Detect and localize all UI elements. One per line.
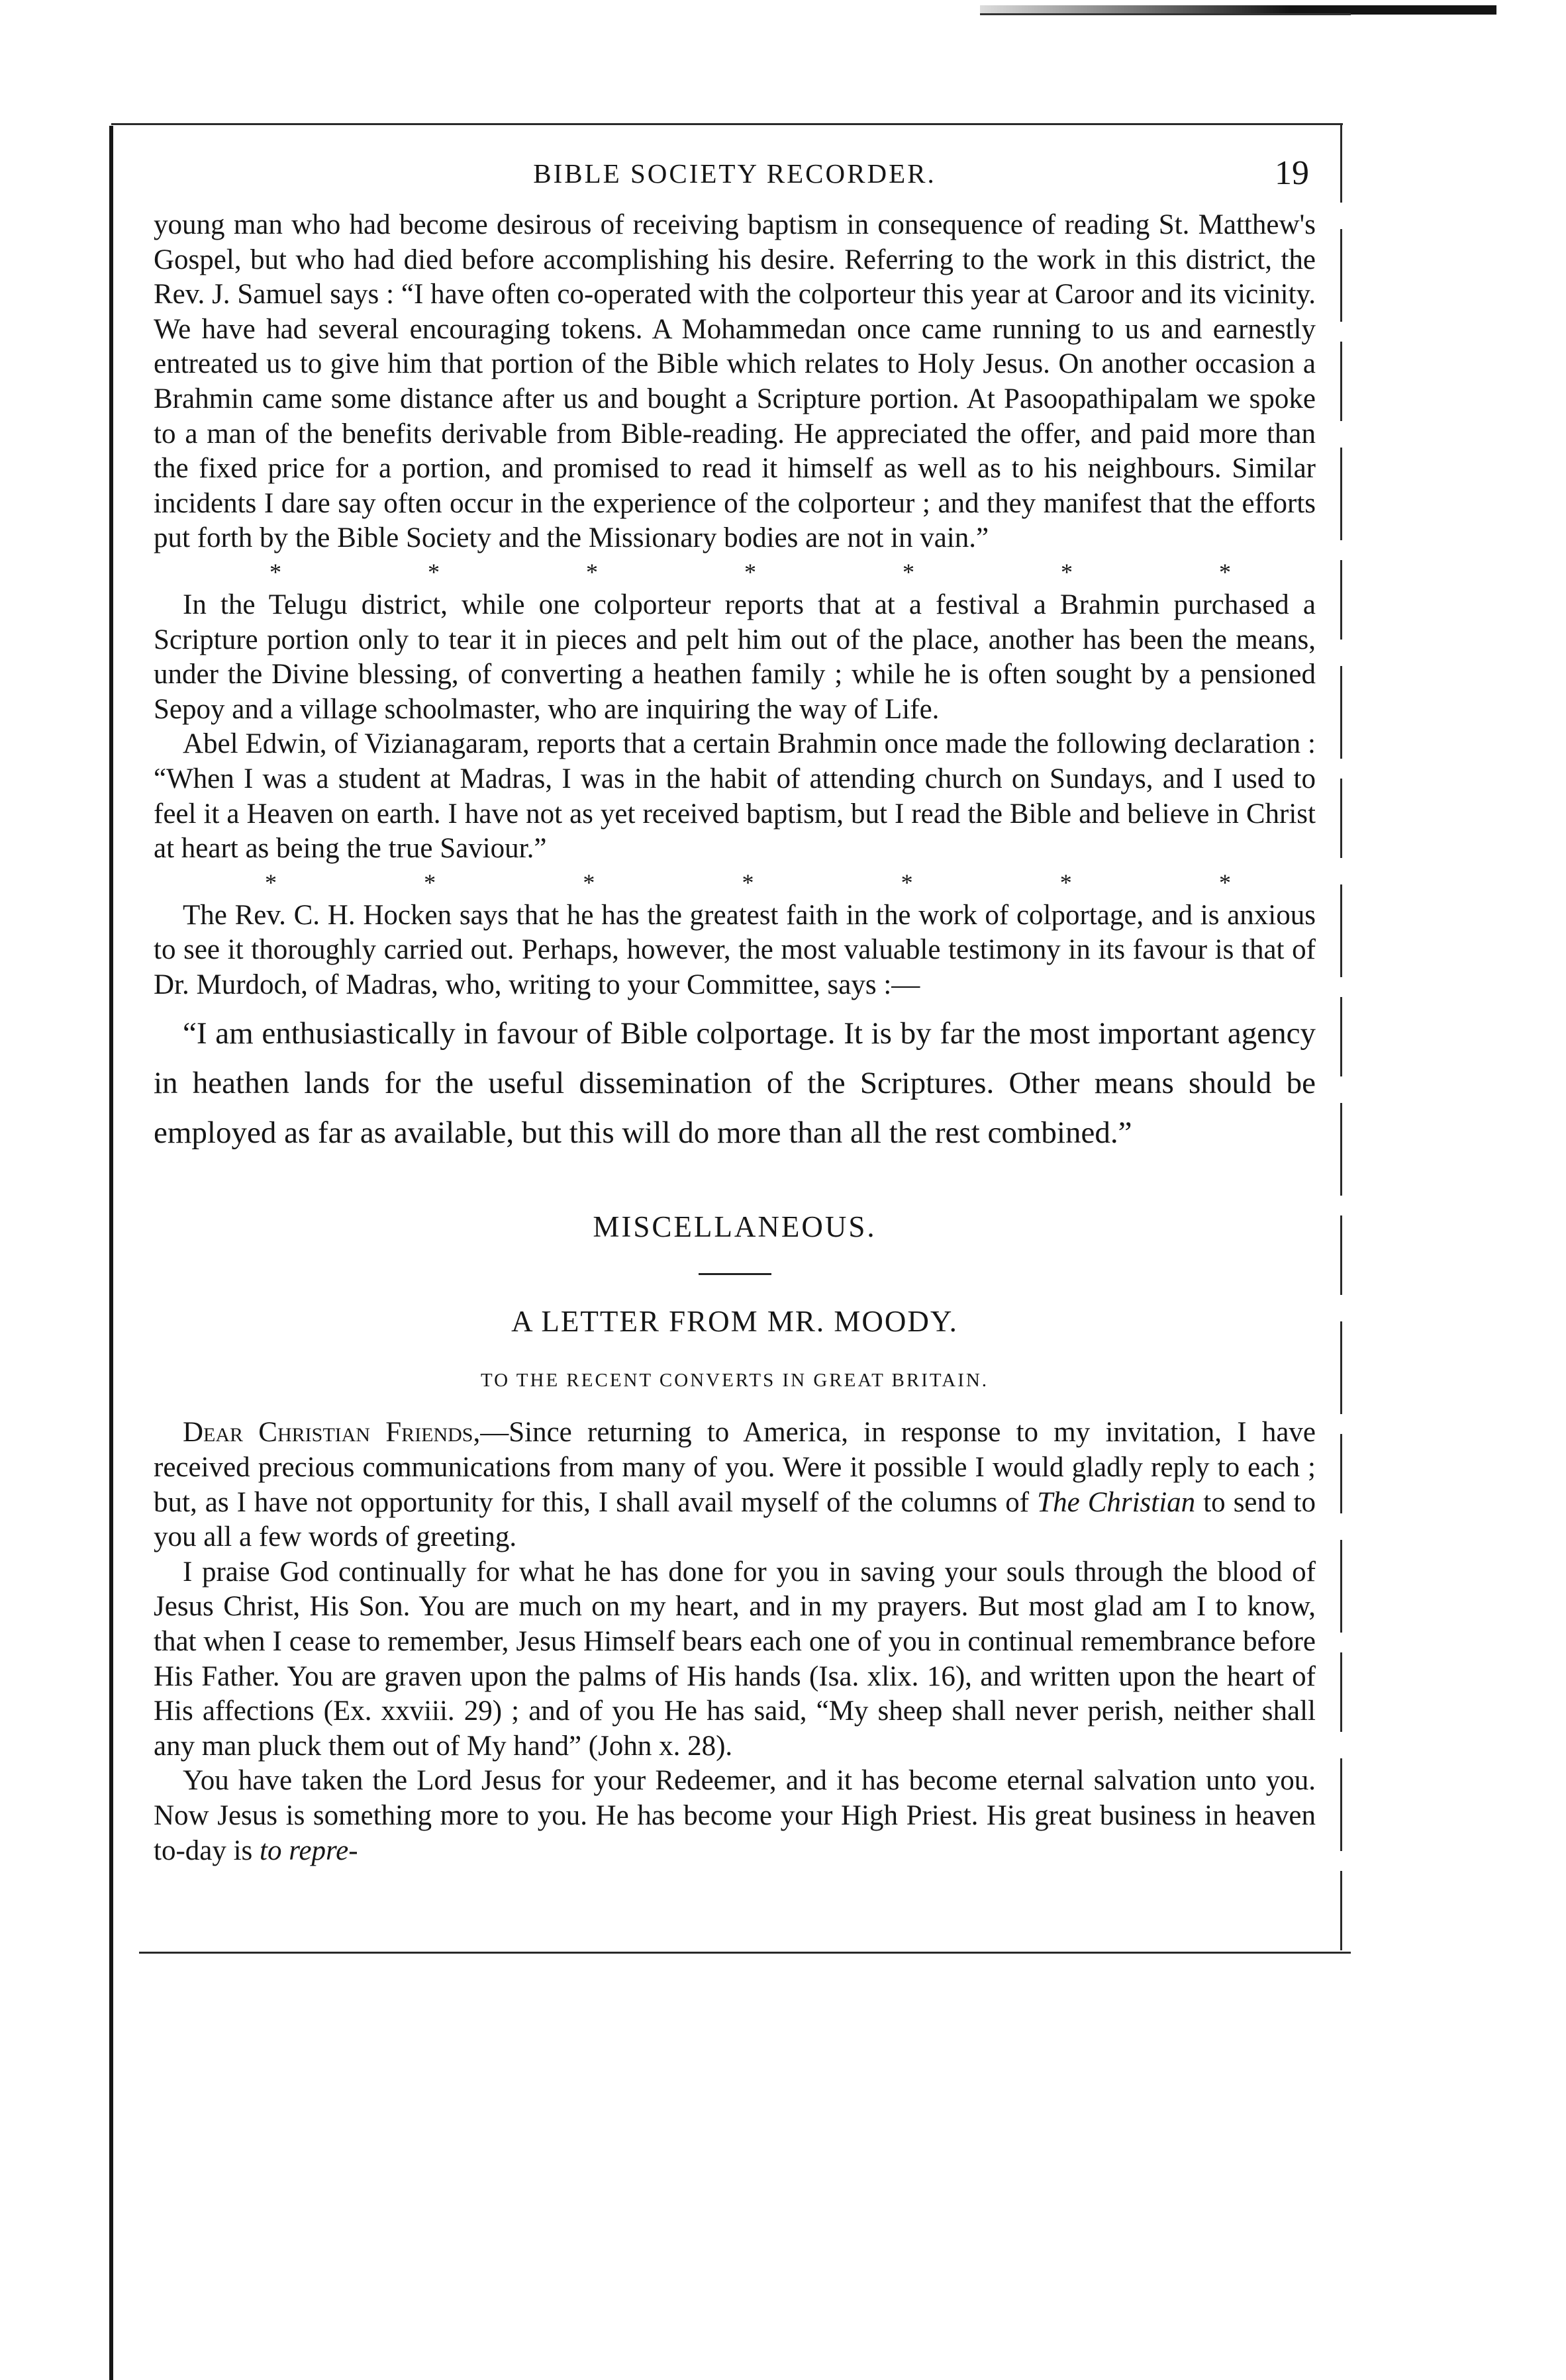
star-separator: * bbox=[583, 869, 595, 896]
page-frame-right bbox=[1340, 123, 1342, 1977]
redeemer-text: You have taken the Lord Jesus for your Redeemer, and it has become eternal salvation unto you. Now Jesus is something more to you. He has become your High Priest. His great business in heaven to-day is bbox=[154, 1765, 1316, 1866]
letter-text-end: to send to you all a few words of greeting. bbox=[154, 1486, 1316, 1553]
star-separator: * bbox=[1218, 869, 1231, 896]
star-separator: * bbox=[1061, 558, 1073, 585]
page-frame-bottom bbox=[139, 1952, 1351, 1954]
scan-edge-line bbox=[980, 13, 1351, 15]
star-separator: * bbox=[424, 869, 436, 896]
salutation: Dear Christian Friends, bbox=[183, 1417, 481, 1449]
letter-text: —Since returning to America, in response to my invitation, I have received precious communications from many of you. Were it possible I would gladly reply to each ; but, as I have not opportunity for this, I shall avail myself of the columns of bbox=[154, 1417, 1316, 1518]
page-frame-left bbox=[109, 126, 113, 2380]
paragraph-telugu-district: In the Telugu district, while one colporteur reports that at a festival a Brahmin purchased a Scripture portion only to tear it in pieces and pelt him out of the place, another has been the means, under the Divine blessing, of converting a heathen family ; while he is often sought by a pensioned Sepoy and a village schoolmaster, who are inquiring the way of Life. bbox=[154, 589, 1316, 725]
paragraph-colporteur-caroor: young man who had become desirous of receiving baptism in consequence of reading St. Matthew's Gospel, but who had died before accomplishing his desire. Referring to the work in this district, the Rev. J. Samuel says : “I have often co-operated with the colporteur this year at Caroor and its vicinity. We have had several encouraging tokens. A Mohammedan once came running to us and earnestly entreated us to give him that portion of the Bible which relates to Holy Jesus. On another occasion a Brahmin came some distance after us and bought a Scripture portion. At Pasoopathipalam we spoke to a man of the benefits derivable from Bible-reading. He appreciated the offer, and paid more than the fixed price for a portion, and promised to read it himself as well as to his neighbours. Similar incidents I dare say often occur in the experience of the colporteur ; and they manifest that the efforts put forth by the Bible Society and the Missionary bodies are not in vain.” bbox=[154, 209, 1316, 554]
quote-murdoch: “I am enthusiastically in favour of Bible colportage. It is by far the most important agency in heathen lands for the useful dissemination of the Scriptures. Other means should be employed as far as available, but this will do more than all the rest combined.” bbox=[154, 1016, 1316, 1151]
paragraph-redeemer bbox=[154, 1764, 1316, 1868]
star-separator: * bbox=[1059, 869, 1072, 896]
heading-rule bbox=[699, 1273, 771, 1275]
section-heading: MISCELLANEOUS. bbox=[593, 1210, 877, 1244]
article-title: A LETTER FROM MR. MOODY. bbox=[511, 1305, 958, 1339]
page-number: 19 bbox=[1275, 154, 1309, 192]
document-page bbox=[154, 139, 1316, 1868]
star-separator: * bbox=[903, 558, 914, 585]
star-separator: * bbox=[742, 869, 754, 896]
star-separator: * bbox=[901, 869, 913, 896]
section-break-stars bbox=[154, 556, 1316, 588]
star-separator: * bbox=[586, 558, 598, 585]
paragraph-abel-edwin: Abel Edwin, of Vizianagaram, reports that a certain Brahmin once made the following declaration : “When I was a student at Madras, I was in the habit of attending church on Sundays, and I used to feel it a Heaven on earth. I have not as yet received baptism, but I read the Bible and believe in Christ at heart as being the true Saviour.” bbox=[154, 728, 1316, 865]
publication-title: The Christian bbox=[1037, 1486, 1196, 1518]
redeemer-italic-text: to repre- bbox=[260, 1834, 358, 1866]
section-break-stars bbox=[154, 867, 1316, 898]
star-separator: * bbox=[265, 869, 277, 896]
article-subtitle: TO THE RECENT CONVERTS IN GREAT BRITAIN. bbox=[480, 1370, 989, 1392]
star-separator: * bbox=[744, 558, 756, 585]
running-header bbox=[154, 139, 1316, 208]
paragraph-letter-opening bbox=[154, 1415, 1316, 1554]
running-title: BIBLE SOCIETY RECORDER. bbox=[533, 158, 936, 189]
paragraph-praise: I praise God continually for what he has done for you in saving your souls through the blood of Jesus Christ, His Son. You are much on my heart, and in my prayers. But most glad am I to know, that when I cease to remember, Jesus Himself bears each one of you in continual remembrance before His Father. You are graven upon the palms of His hands (Isa. xlix. 16), and written upon the heart of His affections (Ex. xxviii. 29) ; and of you He has said, “My sheep shall never perish, neither shall any man pluck them out of My hand” (John x. 28). bbox=[154, 1556, 1316, 1762]
star-separator: * bbox=[428, 558, 440, 585]
paragraph-hocken: The Rev. C. H. Hocken says that he has the greatest faith in the work of colportage, and is anxious to see it thoroughly carried out. Perhaps, however, the most valuable testimony in its favour is that of Dr. Murdoch, of Madras, who, writing to your Committee, says :— bbox=[154, 899, 1316, 1000]
page-frame-top bbox=[111, 123, 1343, 125]
star-separator: * bbox=[269, 558, 281, 585]
star-separator: * bbox=[1219, 558, 1231, 585]
